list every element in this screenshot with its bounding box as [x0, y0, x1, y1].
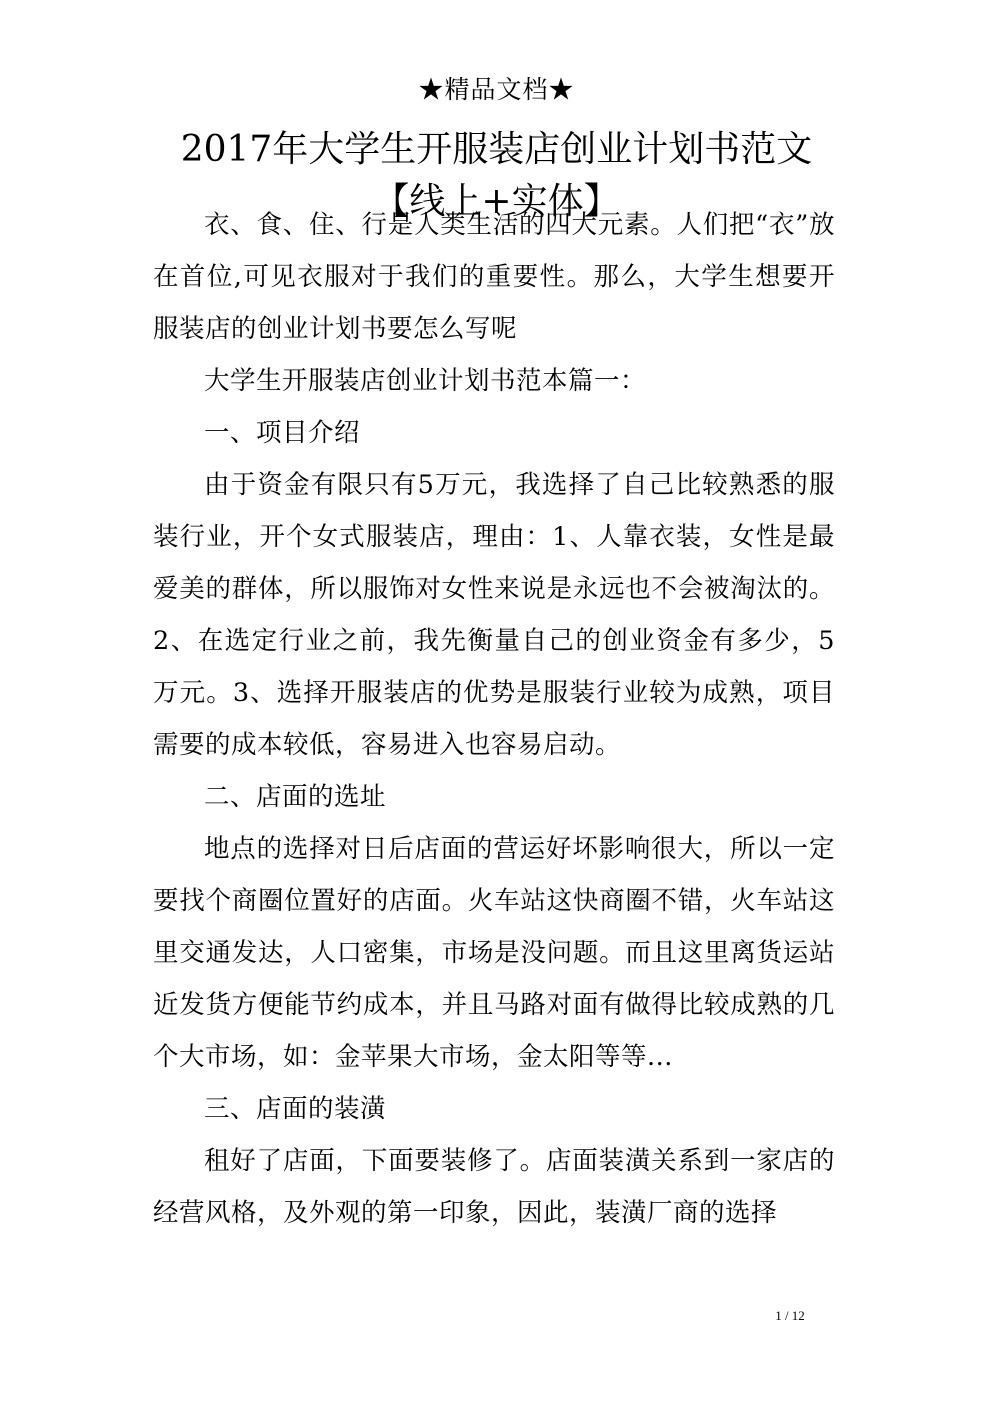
title-line-2: 【线上+实体】: [373, 181, 620, 222]
paragraph-intro: 衣、食、住、行是人类生活的四大元素。人们把“衣”放在首位,可见衣服对于我们的重要性。那么，大学生想要开服装店的创业计划书要怎么写呢: [153, 210, 835, 344]
page-number: 1 / 12: [775, 1308, 805, 1323]
title-line-1: 2017年大学生开服装店创业计划书范文: [180, 129, 813, 170]
document-body: [153, 199, 835, 1239]
section-heading-store-location: 二、店面的选址: [204, 782, 387, 812]
paragraph-store-location: 地点的选择对日后店面的营运好坏影响很大，所以一定要找个商圈位置好的店面。火车站这快商圈不错，火车站这里交通发达，人口密集，市场是没问题。而且这里离货运站近发货方便能节约成本，并且马路对面有做得比较成熟的几个大市场，如：金苹果大市场，金太阳等等...: [153, 834, 835, 1072]
paragraph-sample-heading: 大学生开服装店创业计划书范本篇一：: [204, 366, 647, 396]
section-heading-store-decoration: 三、店面的装潢: [204, 1094, 387, 1124]
header-mark: ★精品文档★: [418, 75, 575, 104]
paragraph-project-intro: 由于资金有限只有5万元，我选择了自己比较熟悉的服装行业，开个女式服装店，理由：1、人靠衣装，女性是最爱美的群体，所以服饰对女性来说是永远也不会被淘汰的。2、在选定行业之前，我先衡量自己的创业资金有多少，5万元。3、选择开服装店的优势是服装行业较为成熟，项目需要的成本较低，容易进入也容易启动。: [153, 470, 835, 760]
section-heading-project-intro: 一、项目介绍: [204, 418, 361, 448]
paragraph-store-decoration: 租好了店面，下面要装修了。店面装潢关系到一家店的经营风格，及外观的第一印象，因此，装潢厂商的选择: [153, 1146, 835, 1228]
